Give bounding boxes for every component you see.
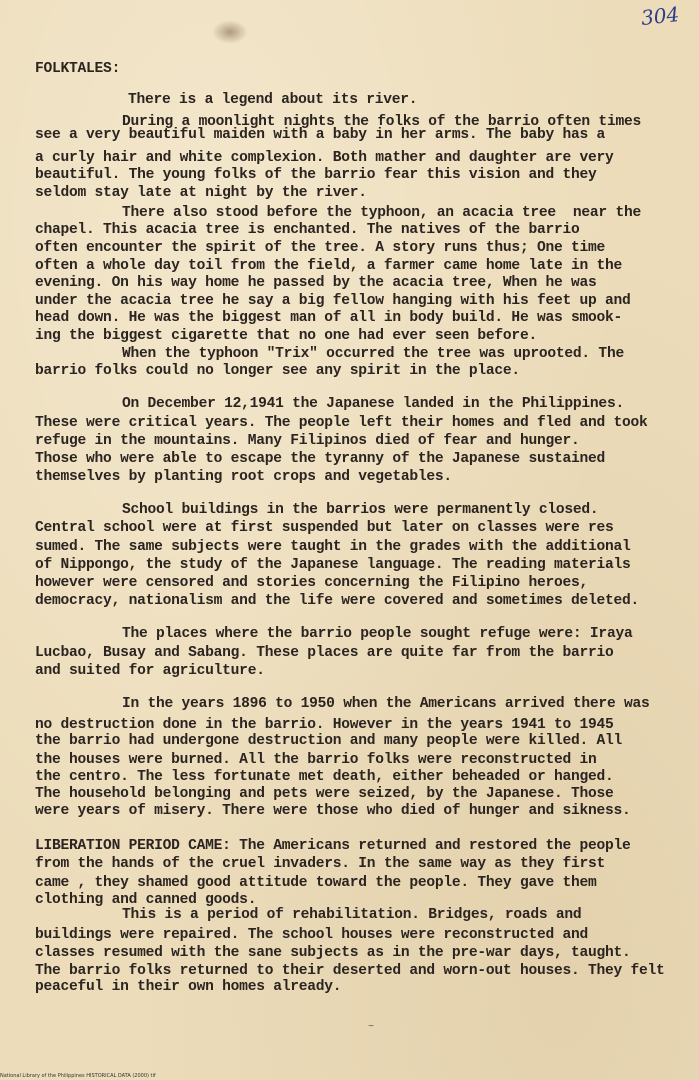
text-line: themselves by planting root crops and vegetables. — [35, 469, 452, 485]
text-line: ing the biggest cigarette that no one had ever seen before. — [35, 328, 537, 344]
text-line: of Nippongo, the study of the Japanese language. The reading materials — [35, 557, 631, 573]
text-line: and suited for agriculture. — [35, 663, 265, 679]
text-line: Those who were able to escape the tyranny of the Japanese sustained — [35, 451, 606, 467]
text-line: evening. On his way home he passed by the acacia tree, When he was — [35, 275, 597, 291]
text-line: seldom stay late at night by the river. — [35, 185, 367, 201]
text-line: The household belonging and pets were seized, by the Japanese. Those — [35, 786, 614, 802]
text-line: There is a legend about its river. — [128, 92, 418, 108]
text-line: under the acacia tree he say a big fellow hanging with his feet up and — [35, 293, 631, 309]
text-line: however were censored and stories concerning the Filipino heroes, — [35, 575, 588, 591]
text-line: head down. He was the biggest man of all in body build. He was smook- — [35, 310, 623, 326]
ink-smudge — [212, 20, 248, 44]
text-line: peaceful in their own homes already. — [35, 979, 342, 995]
text-line: classes resumed with the sane subjects as in the pre-war days, taught. — [35, 945, 631, 961]
text-line: often encounter the spirit of the tree. A story runs thus; One time — [35, 240, 606, 256]
text-line: chapel. This acacia tree is enchanted. The natives of the barrio — [35, 222, 580, 238]
text-line: often a whole day toil from the field, a farmer came home late in the — [35, 258, 623, 274]
text-line: beautiful. The young folks of the barrio fear this vision and they — [35, 167, 597, 183]
text-line: This is a period of rehabilitation. Bridges, roads and — [122, 907, 582, 923]
text-line: barrio folks could no longer see any spirit in the place. — [35, 363, 520, 379]
text-line: The barrio folks returned to their deserted and worn-out houses. They felt — [35, 963, 665, 979]
ink-mark: ~ — [368, 1022, 375, 1033]
text-line: from the hands of the cruel invaders. In the same way as they first — [35, 856, 606, 872]
text-line: Lucbao, Busay and Sabang. These places are quite far from the barrio — [35, 645, 614, 661]
scan-footer: National Library of the Philippines HISTORICAL DATA (2000) tif — [0, 1073, 156, 1079]
text-line: the houses were burned. All the barrio folks were reconstructed in — [35, 752, 597, 768]
text-line: School buildings in the barrios were permanently closed. — [122, 502, 599, 518]
text-line: buildings were repaired. The school houses were reconstructed and — [35, 927, 588, 943]
text-line: a curly hair and white complexion. Both mather and daughter are very — [35, 150, 614, 166]
text-line: were years of misery. There were those who died of hunger and sikness. — [35, 803, 631, 819]
section-heading-liberation: LIBERATION PERIOD CAME: The Americans returned and restored the people — [35, 838, 631, 854]
text-line: These were critical years. The people left their homes and fled and took — [35, 415, 648, 431]
text-line: The places where the barrio people sought refuge were: Iraya — [122, 626, 633, 642]
text-line: clothing and canned goods. — [35, 892, 257, 908]
text-line: democracy, nationalism and the life were covered and sometimes deleted. — [35, 593, 640, 609]
text-line: sumed. The same subjects were taught in the grades with the additional — [35, 539, 631, 555]
page-number: 304 — [639, 2, 681, 30]
text-line: came , they shamed good attitude toward the people. They gave them — [35, 875, 597, 891]
text-line: In the years 1896 to 1950 when the Americans arrived there was — [122, 696, 650, 712]
text-line: There also stood before the typhoon, an acacia tree near the — [122, 205, 641, 221]
text-line: During a moonlight nights the folks of the barrio often times — [122, 114, 641, 130]
text-line: refuge in the mountains. Many Filipinos died of fear and hunger. — [35, 433, 580, 449]
text-line: Central school were at first suspended but later on classes were res — [35, 520, 614, 536]
text-line: no destruction done in the barrio. However in the years 1941 to 1945 — [35, 717, 614, 733]
text-line: the centro. The less fortunate met death, either beheaded or hanged. — [35, 769, 614, 785]
text-line: see a very beautiful maiden with a baby in her arms. The baby has a — [35, 127, 606, 143]
section-heading-folktales: FOLKTALES: — [35, 61, 121, 77]
text-line: On December 12,1941 the Japanese landed in the Philippines. — [122, 396, 624, 412]
text-line: When the typhoon "Trix" occurred the tree was uprooted. The — [122, 346, 624, 362]
text-line: the barrio had undergone destruction and many people were killed. All — [35, 733, 623, 749]
